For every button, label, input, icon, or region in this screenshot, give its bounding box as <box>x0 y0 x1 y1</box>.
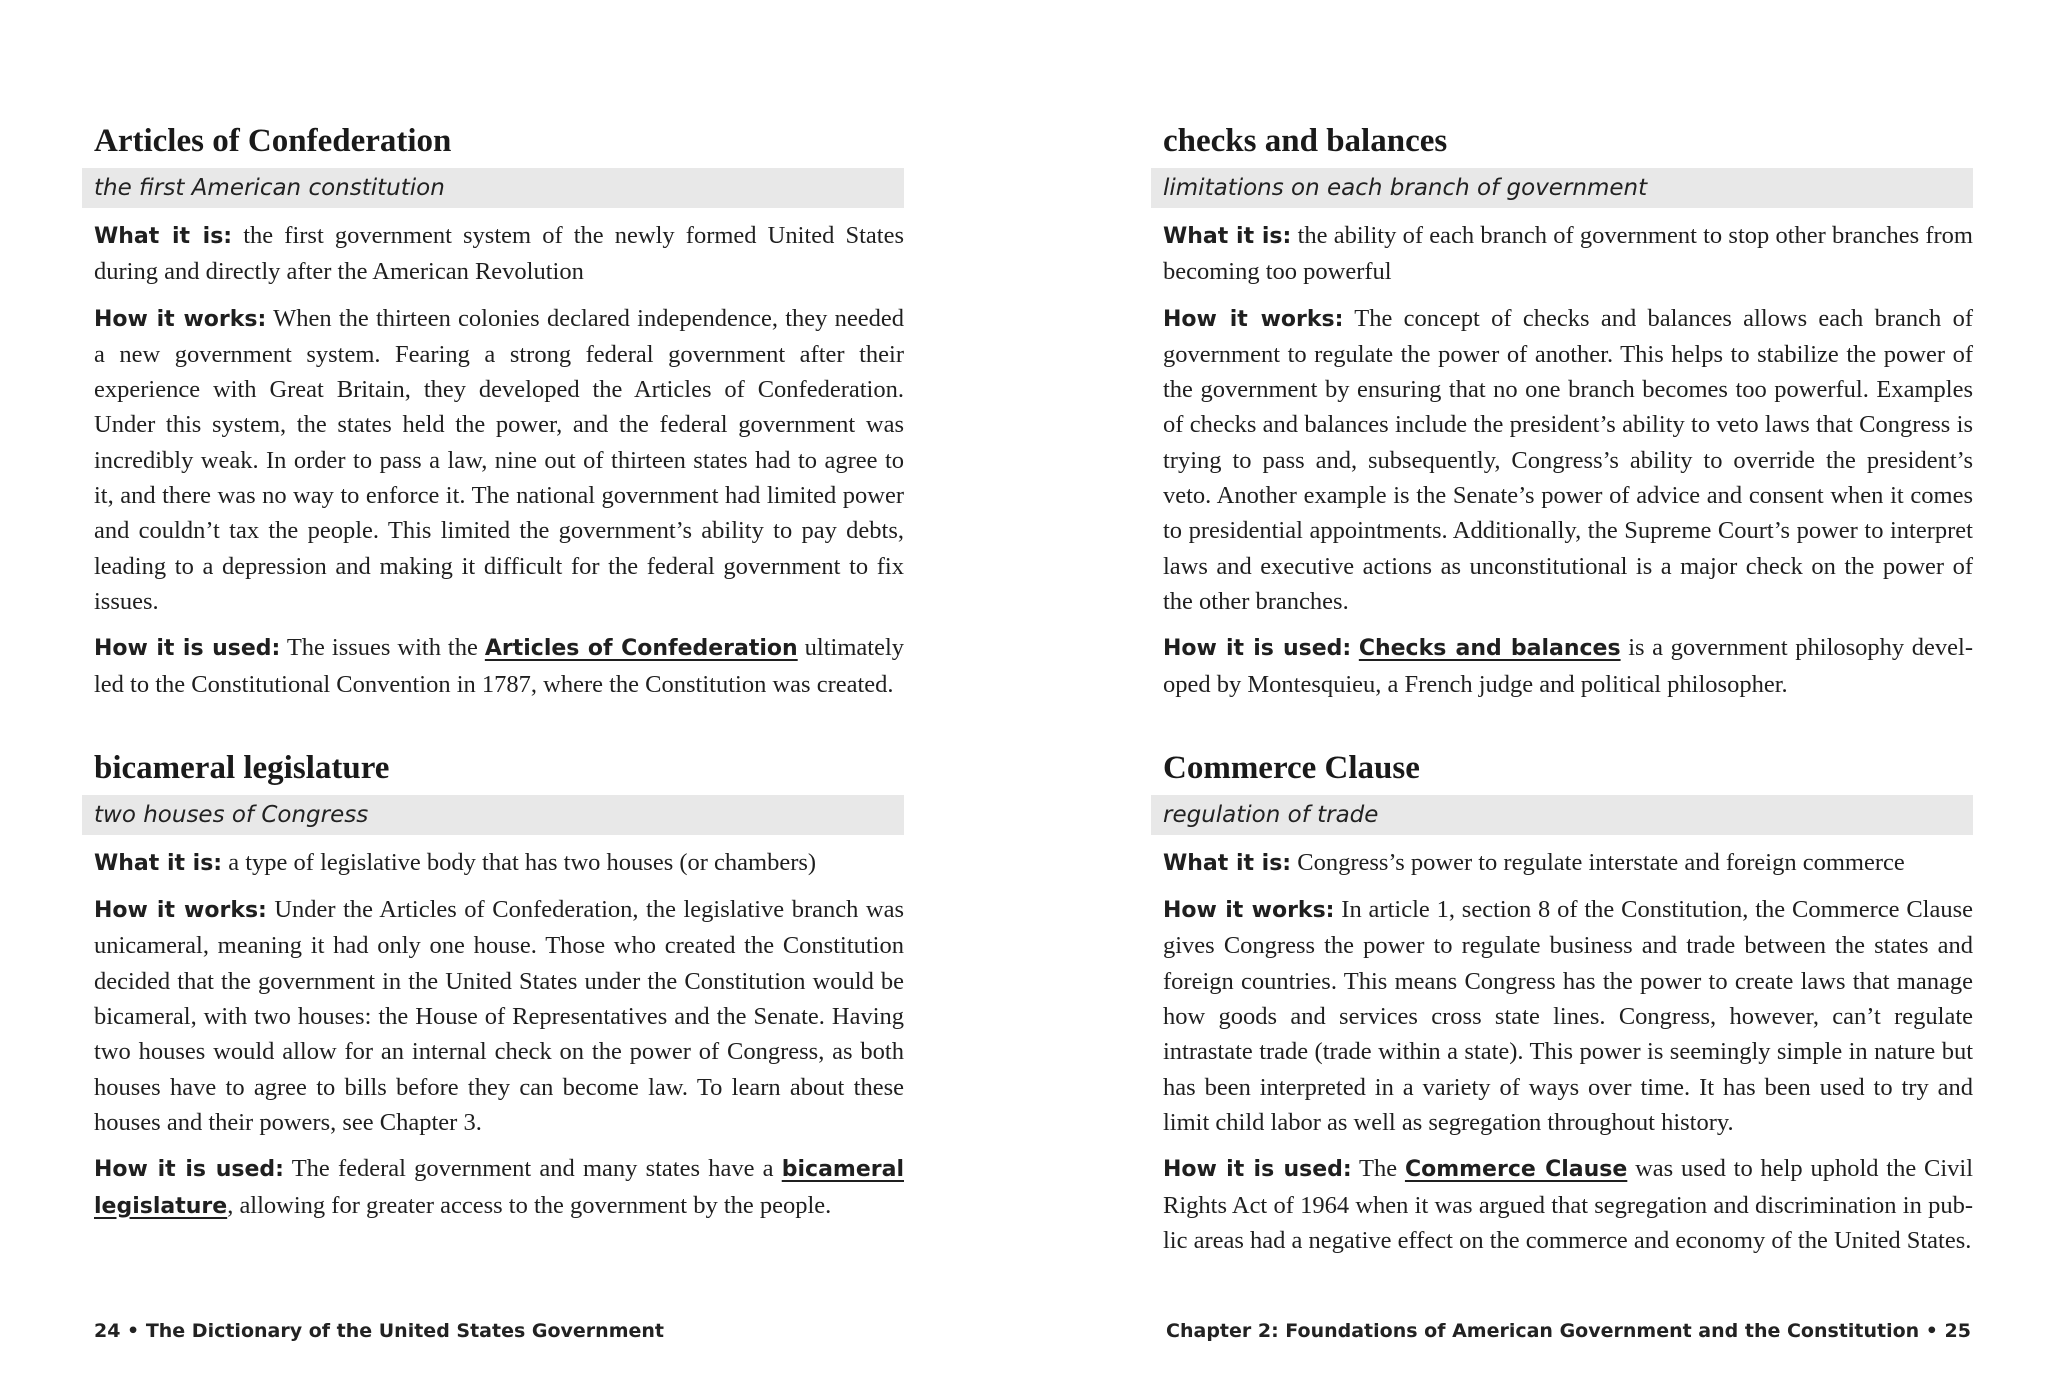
what-it-is-text: the ability of each branch of government to stop other branches from becoming too powerful <box>1163 222 1973 286</box>
how-it-is-used-text-end: , allowing for greater access to the government by the people. <box>227 1191 832 1219</box>
entry-subtitle: two houses of Congress <box>82 795 904 835</box>
how-it-is-used-text-end: is a government philosophy developed by Montesquieu, a French judge and political philosopher. <box>1163 634 1973 698</box>
how-it-is-used-text <box>1351 634 1359 661</box>
how-it-works-text: Under the Articles of Confederation, the legislative branch was unicameral, meaning it had only one house. Those who created the Constitution decided that the government in the United States under the Constitution would be bicameral, with two houses: the House of Representatives and the Senate. Having two houses would allow for an internal check on the power of Congress, as both houses have to agree to bills before they can become law. To learn about these houses and their powers, see Chapter 3. <box>94 896 904 1136</box>
what-it-is-label: What it is: <box>94 850 223 876</box>
term-link: Checks and balances <box>1358 636 1621 662</box>
how-it-works-label: How it works: <box>1163 306 1344 332</box>
how-it-is-used-label: How it is used: <box>94 1157 284 1183</box>
how-it-is-used-label: How it is used: <box>94 636 281 662</box>
how-it-works-label: How it works: <box>1163 898 1335 924</box>
how-it-works-paragraph <box>94 892 904 1140</box>
how-it-works-text: In article 1, section 8 of the Constitution, the Commerce Clause gives Congress the power to regulate business and trade between the states and foreign countries. This means Congress has the power to create laws that manage how goods and services cross state lines. Congress, however, can’t regulate intrastate trade (trade within a state). This power is seemingly simple in nature but has been interpreted in a variety of ways over time. It has been used to try and limit child labor as well as segregation throughout history. <box>1163 896 1974 1136</box>
how-it-works-text: The concept of checks and balances allows each branch of government to regulate the power of another. This helps to stabilize the power of the government by ensuring that no one branch becomes too powerful. Examples of checks and balances include the president’s ability to veto laws that Congress is trying to pass and, subsequently, Congress’s ability to override the president’s veto. Another example is the Senate’s power of advice and consent when it comes to presidential appointments. Additionally, the Supreme Court’s power to interpret laws and executive actions as unconstitutional is a major check on the power of the other branches. <box>1163 304 1973 615</box>
how-it-works-paragraph <box>94 301 904 620</box>
entry-subtitle: the first American constitution <box>82 168 904 208</box>
term-link: Articles of Confederation <box>484 636 798 662</box>
how-it-is-used-text-end: was used to help uphold the Civil Rights Act of 1964 when it was argued that segregation and discrimination in public areas had a negative effect on the commerce and economy of the United States. <box>1163 1155 1974 1254</box>
how-it-is-used-label: How it is used: <box>1163 1157 1352 1183</box>
how-it-is-used-text: The <box>1351 1155 1405 1183</box>
how-it-works-label: How it works: <box>94 898 267 924</box>
entry-subtitle: limitations on each branch of government <box>1151 168 1973 208</box>
right-page <box>1163 118 1973 1301</box>
term-link: bicameral legislature <box>94 1157 904 1219</box>
how-it-is-used-text-end: ultimately led to the Constitutional Convention in 1787, where the Constitution was created. <box>94 634 905 698</box>
entry-term: Articles of Confederation <box>94 123 452 159</box>
entry-commerce-clause <box>1163 745 1973 1258</box>
left-page <box>94 118 904 1267</box>
how-it-is-used-paragraph <box>1163 1151 1973 1258</box>
entry-term: bicameral legislature <box>94 749 390 786</box>
what-it-is-paragraph <box>1163 218 1973 290</box>
entry-articles-of-confederation <box>94 118 904 702</box>
how-it-is-used-paragraph <box>94 630 904 702</box>
how-it-works-text: When the thirteen colonies declared independence, they needed a new government system. Fearing a strong federal government after their experience with Great Britain, they developed the Articles of Confederation. Under this system, the states held the power, and the federal government was incredibly weak. In order to pass a law, nine out of thirteen states had to agree to it, and there was no way to enforce it. The national government had limited power and couldn’t tax the people. This limited the government’s ability to pay debts, leading to a depression and making it difficult for the federal government to fix issues. <box>94 304 904 615</box>
left-page-footer: 24 • The Dictionary of the United States Government <box>94 1320 664 1342</box>
what-it-is-label: What it is: <box>1163 850 1292 876</box>
entry-term: checks and balances <box>1163 123 1448 159</box>
how-it-works-paragraph <box>1163 301 1973 620</box>
right-page-footer: Chapter 2: Foundations of American Government and the Constitution • 25 <box>1166 1320 1971 1342</box>
entry-subtitle: regulation of trade <box>1151 795 1973 835</box>
how-it-is-used-text: The issues with the <box>280 634 485 662</box>
entry-checks-and-balances <box>1163 118 1973 702</box>
entry-bicameral-legislature <box>94 745 904 1224</box>
entry-term: Commerce Clause <box>1163 749 1420 786</box>
how-it-is-used-paragraph <box>1163 630 1973 702</box>
what-it-is-text: Congress’s power to regulate interstate and foreign commerce <box>1291 848 1905 876</box>
term-link: Commerce Clause <box>1404 1157 1628 1183</box>
what-it-is-text: a type of legislative body that has two houses (or chambers) <box>222 848 817 876</box>
how-it-is-used-paragraph <box>94 1151 904 1224</box>
what-it-is-text: the first government system of the newly formed United States during and directly after the American Revolution <box>94 222 904 286</box>
how-it-works-paragraph <box>1163 892 1973 1140</box>
what-it-is-paragraph <box>94 218 904 290</box>
how-it-is-used-label: How it is used: <box>1163 636 1352 662</box>
what-it-is-label: What it is: <box>94 224 233 249</box>
what-it-is-label: What it is: <box>1163 224 1292 249</box>
how-it-is-used-text: The federal government and many states have a <box>283 1155 782 1183</box>
how-it-works-label: How it works: <box>94 306 267 332</box>
what-it-is-paragraph <box>1163 845 1973 881</box>
what-it-is-paragraph <box>94 845 904 881</box>
